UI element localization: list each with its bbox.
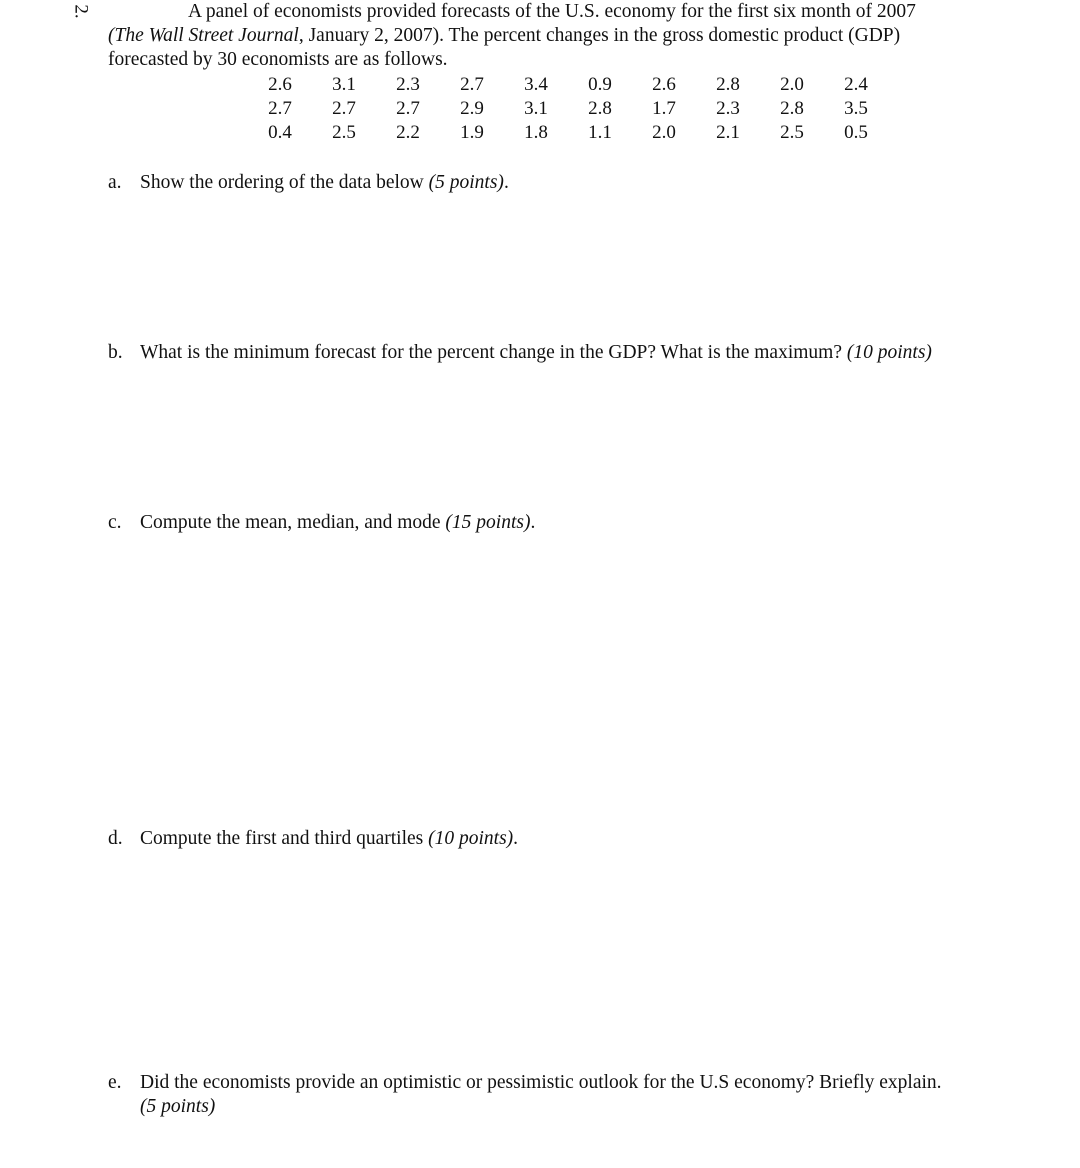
data-cell: 2.5: [332, 122, 356, 143]
data-cell: 2.5: [780, 122, 804, 143]
problem-statement: [108, 0, 1003, 72]
problem-number: 2.: [70, 4, 92, 19]
data-cell: 3.1: [332, 74, 356, 95]
question-letter: c.: [108, 512, 122, 533]
data-cell: 2.8: [716, 74, 740, 95]
data-cell: 2.7: [268, 98, 292, 119]
question-text: Compute the mean, median, and mode: [140, 512, 446, 533]
question-text: Compute the first and third quartiles: [140, 828, 429, 849]
data-cell: 3.5: [844, 98, 868, 119]
question-a: [108, 171, 509, 195]
source-journal: (The Wall Street Journal: [108, 25, 299, 46]
data-cell: 2.2: [396, 122, 420, 143]
question-points: (10 points): [846, 342, 932, 363]
question-points: (15 points): [445, 512, 531, 533]
data-cell: 2.7: [396, 98, 420, 119]
question-text: Show the ordering of the data below: [140, 172, 429, 193]
data-cell: 1.1: [588, 122, 612, 143]
data-cell: 2.6: [268, 74, 292, 95]
data-cell: 1.9: [460, 122, 484, 143]
data-cell: 3.1: [524, 98, 548, 119]
data-cell: 0.9: [588, 74, 612, 95]
data-row: [248, 97, 888, 121]
data-cell: 2.3: [396, 74, 420, 95]
intro-line-1: A panel of economists provided forecasts of the U.S. economy for the first six month of 2007: [188, 1, 916, 22]
data-cell: 2.3: [716, 98, 740, 119]
data-cell: 2.7: [332, 98, 356, 119]
question-letter: d.: [108, 828, 123, 849]
question-points: (5 points): [140, 1096, 216, 1117]
question-d: [108, 827, 518, 851]
data-cell: 2.0: [652, 122, 676, 143]
data-cell: 2.4: [844, 74, 868, 95]
question-points: (5 points): [428, 172, 504, 193]
question-punctuation: .: [513, 828, 519, 849]
data-cell: 2.9: [460, 98, 484, 119]
question-punctuation: .: [503, 172, 509, 193]
question-c: [108, 511, 535, 535]
data-row: [248, 73, 888, 97]
question-e: [108, 1071, 1008, 1119]
data-cell: 2.0: [780, 74, 804, 95]
source-date-and-description: , January 2, 2007). The percent changes in the gross domestic product (GDP): [298, 25, 901, 46]
question-letter: a.: [108, 172, 122, 193]
intro-line-2: [108, 25, 900, 46]
data-cell: 1.7: [652, 98, 676, 119]
question-b: [108, 341, 932, 365]
data-cell: 2.1: [716, 122, 740, 143]
data-cell: 3.4: [524, 74, 548, 95]
data-cell: 0.5: [844, 122, 868, 143]
data-cell: 0.4: [268, 122, 292, 143]
data-cell: 2.7: [460, 74, 484, 95]
question-text: What is the minimum forecast for the percent change in the GDP? What is the maximum?: [140, 342, 847, 363]
data-cell: 2.8: [780, 98, 804, 119]
question-letter: b.: [108, 342, 123, 363]
gdp-forecast-data-table: [248, 73, 888, 145]
question-punctuation: .: [530, 512, 536, 533]
data-cell: 2.6: [652, 74, 676, 95]
question-points: (10 points): [428, 828, 514, 849]
data-cell: 2.8: [588, 98, 612, 119]
data-row: [248, 121, 888, 145]
intro-line-3: forecasted by 30 economists are as follows.: [108, 49, 448, 70]
question-letter: e.: [108, 1072, 122, 1093]
data-cell: 1.8: [524, 122, 548, 143]
question-text: Did the economists provide an optimistic or pessimistic outlook for the U.S economy? Briefly explain.: [140, 1072, 942, 1093]
